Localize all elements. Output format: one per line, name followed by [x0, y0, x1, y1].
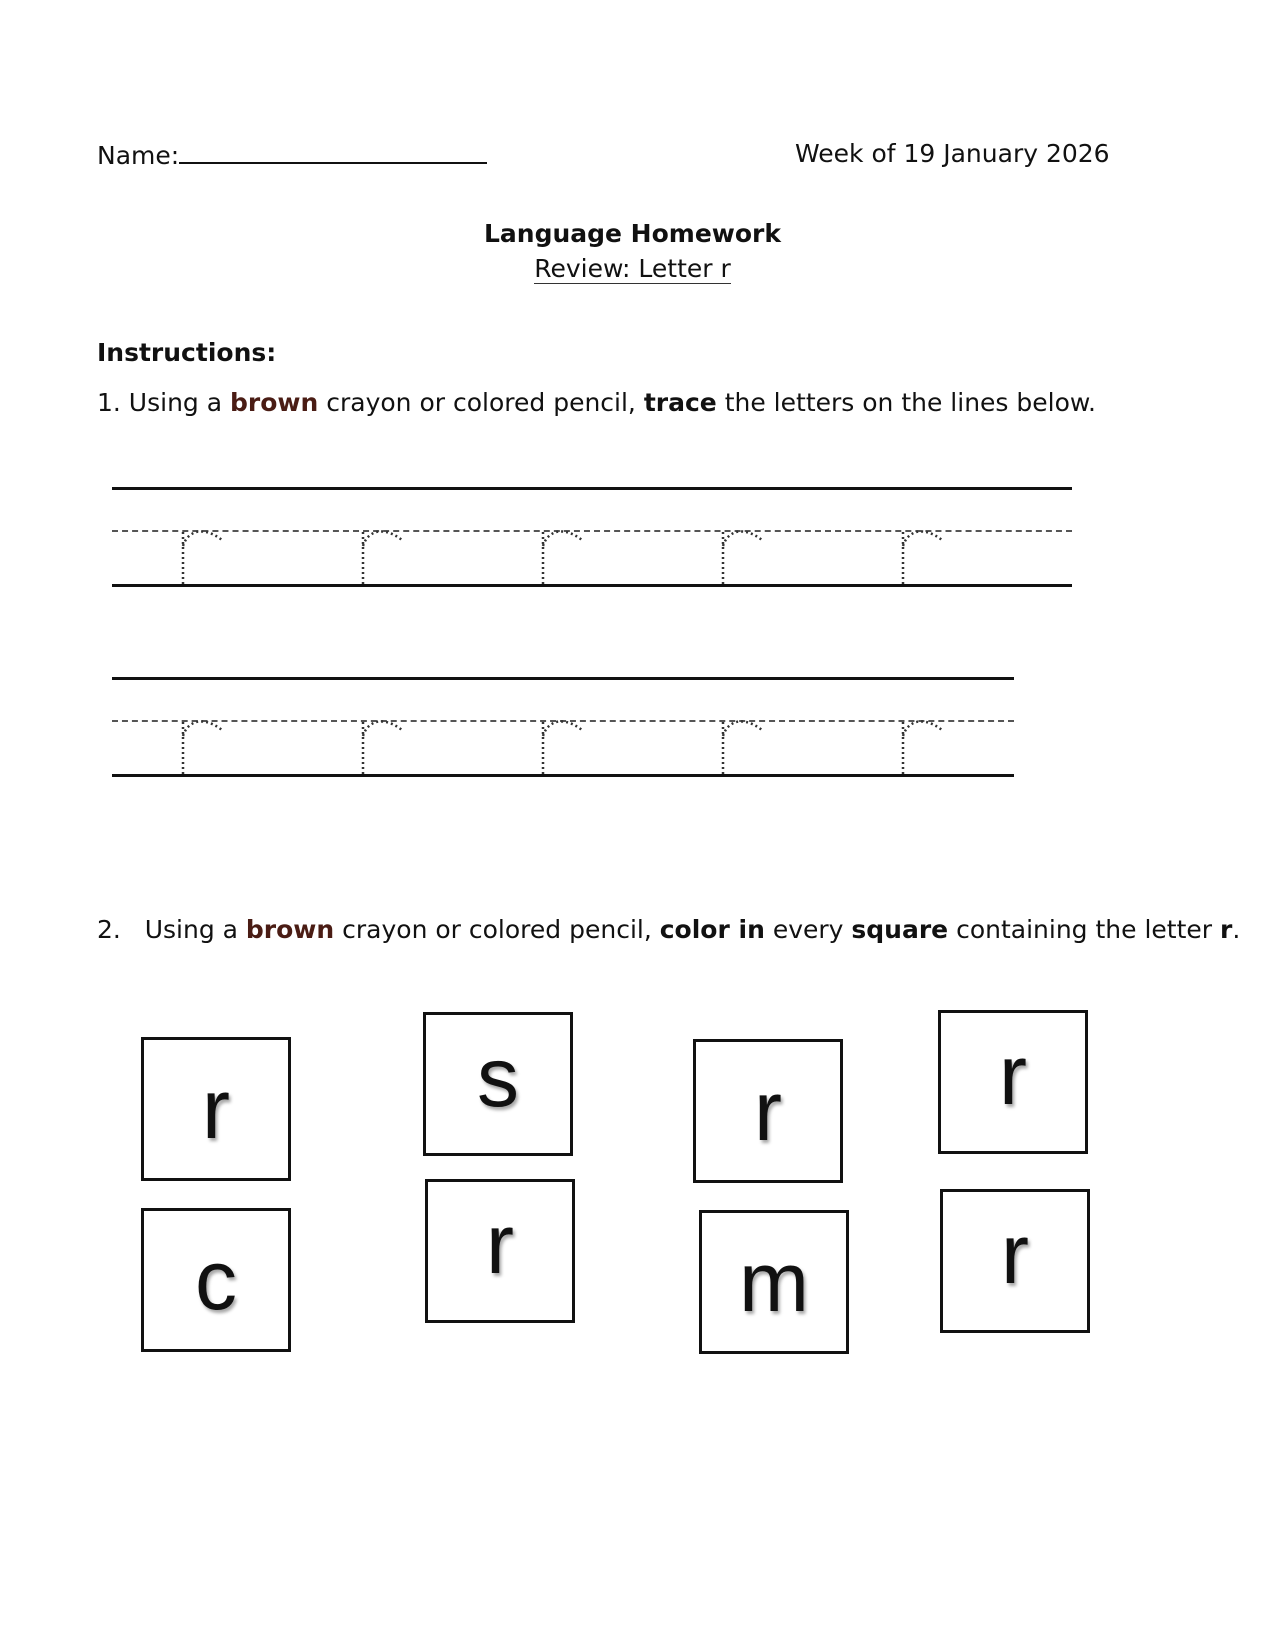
traceable-letters: [112, 520, 1072, 590]
instructions-heading: Instructions:: [97, 338, 277, 367]
traceable-letter-r: [903, 531, 942, 584]
instruction-2: 2. Using a brown crayon or colored pencil, color in every square containing the letter r.: [97, 915, 1241, 944]
letter-box[interactable]: r: [425, 1179, 575, 1323]
traceable-letter-r: [723, 531, 762, 584]
traceable-letter-r: [183, 721, 222, 774]
traceable-letter-r: [363, 531, 402, 584]
page-title: Language Homework: [483, 219, 782, 248]
traceable-letter-r: [903, 721, 942, 774]
letter-box[interactable]: r: [693, 1039, 843, 1183]
traceable-letter-r: [543, 531, 582, 584]
instruction-1: 1. Using a brown crayon or colored pencil, trace the letters on the lines below.: [97, 388, 1096, 417]
letter-box[interactable]: m: [699, 1210, 849, 1354]
name-label: Name:: [97, 138, 487, 172]
letter-box[interactable]: c: [141, 1208, 291, 1352]
page-subtitle: Review: Letter r: [534, 254, 731, 283]
name-blank[interactable]: [179, 138, 487, 164]
letter-box[interactable]: r: [938, 1010, 1088, 1154]
traceable-letter-r: [543, 721, 582, 774]
traceable-letter-r: [723, 721, 762, 774]
top-line: [112, 487, 1072, 490]
week-date: Week of 19 January 2026: [795, 139, 1110, 168]
letter-box[interactable]: r: [141, 1037, 291, 1181]
traceable-letter-r: [183, 531, 222, 584]
traceable-letters: [112, 710, 1014, 780]
letter-box[interactable]: s: [423, 1012, 573, 1156]
top-line: [112, 677, 1014, 680]
traceable-letter-r: [363, 721, 402, 774]
letter-box[interactable]: r: [940, 1189, 1090, 1333]
